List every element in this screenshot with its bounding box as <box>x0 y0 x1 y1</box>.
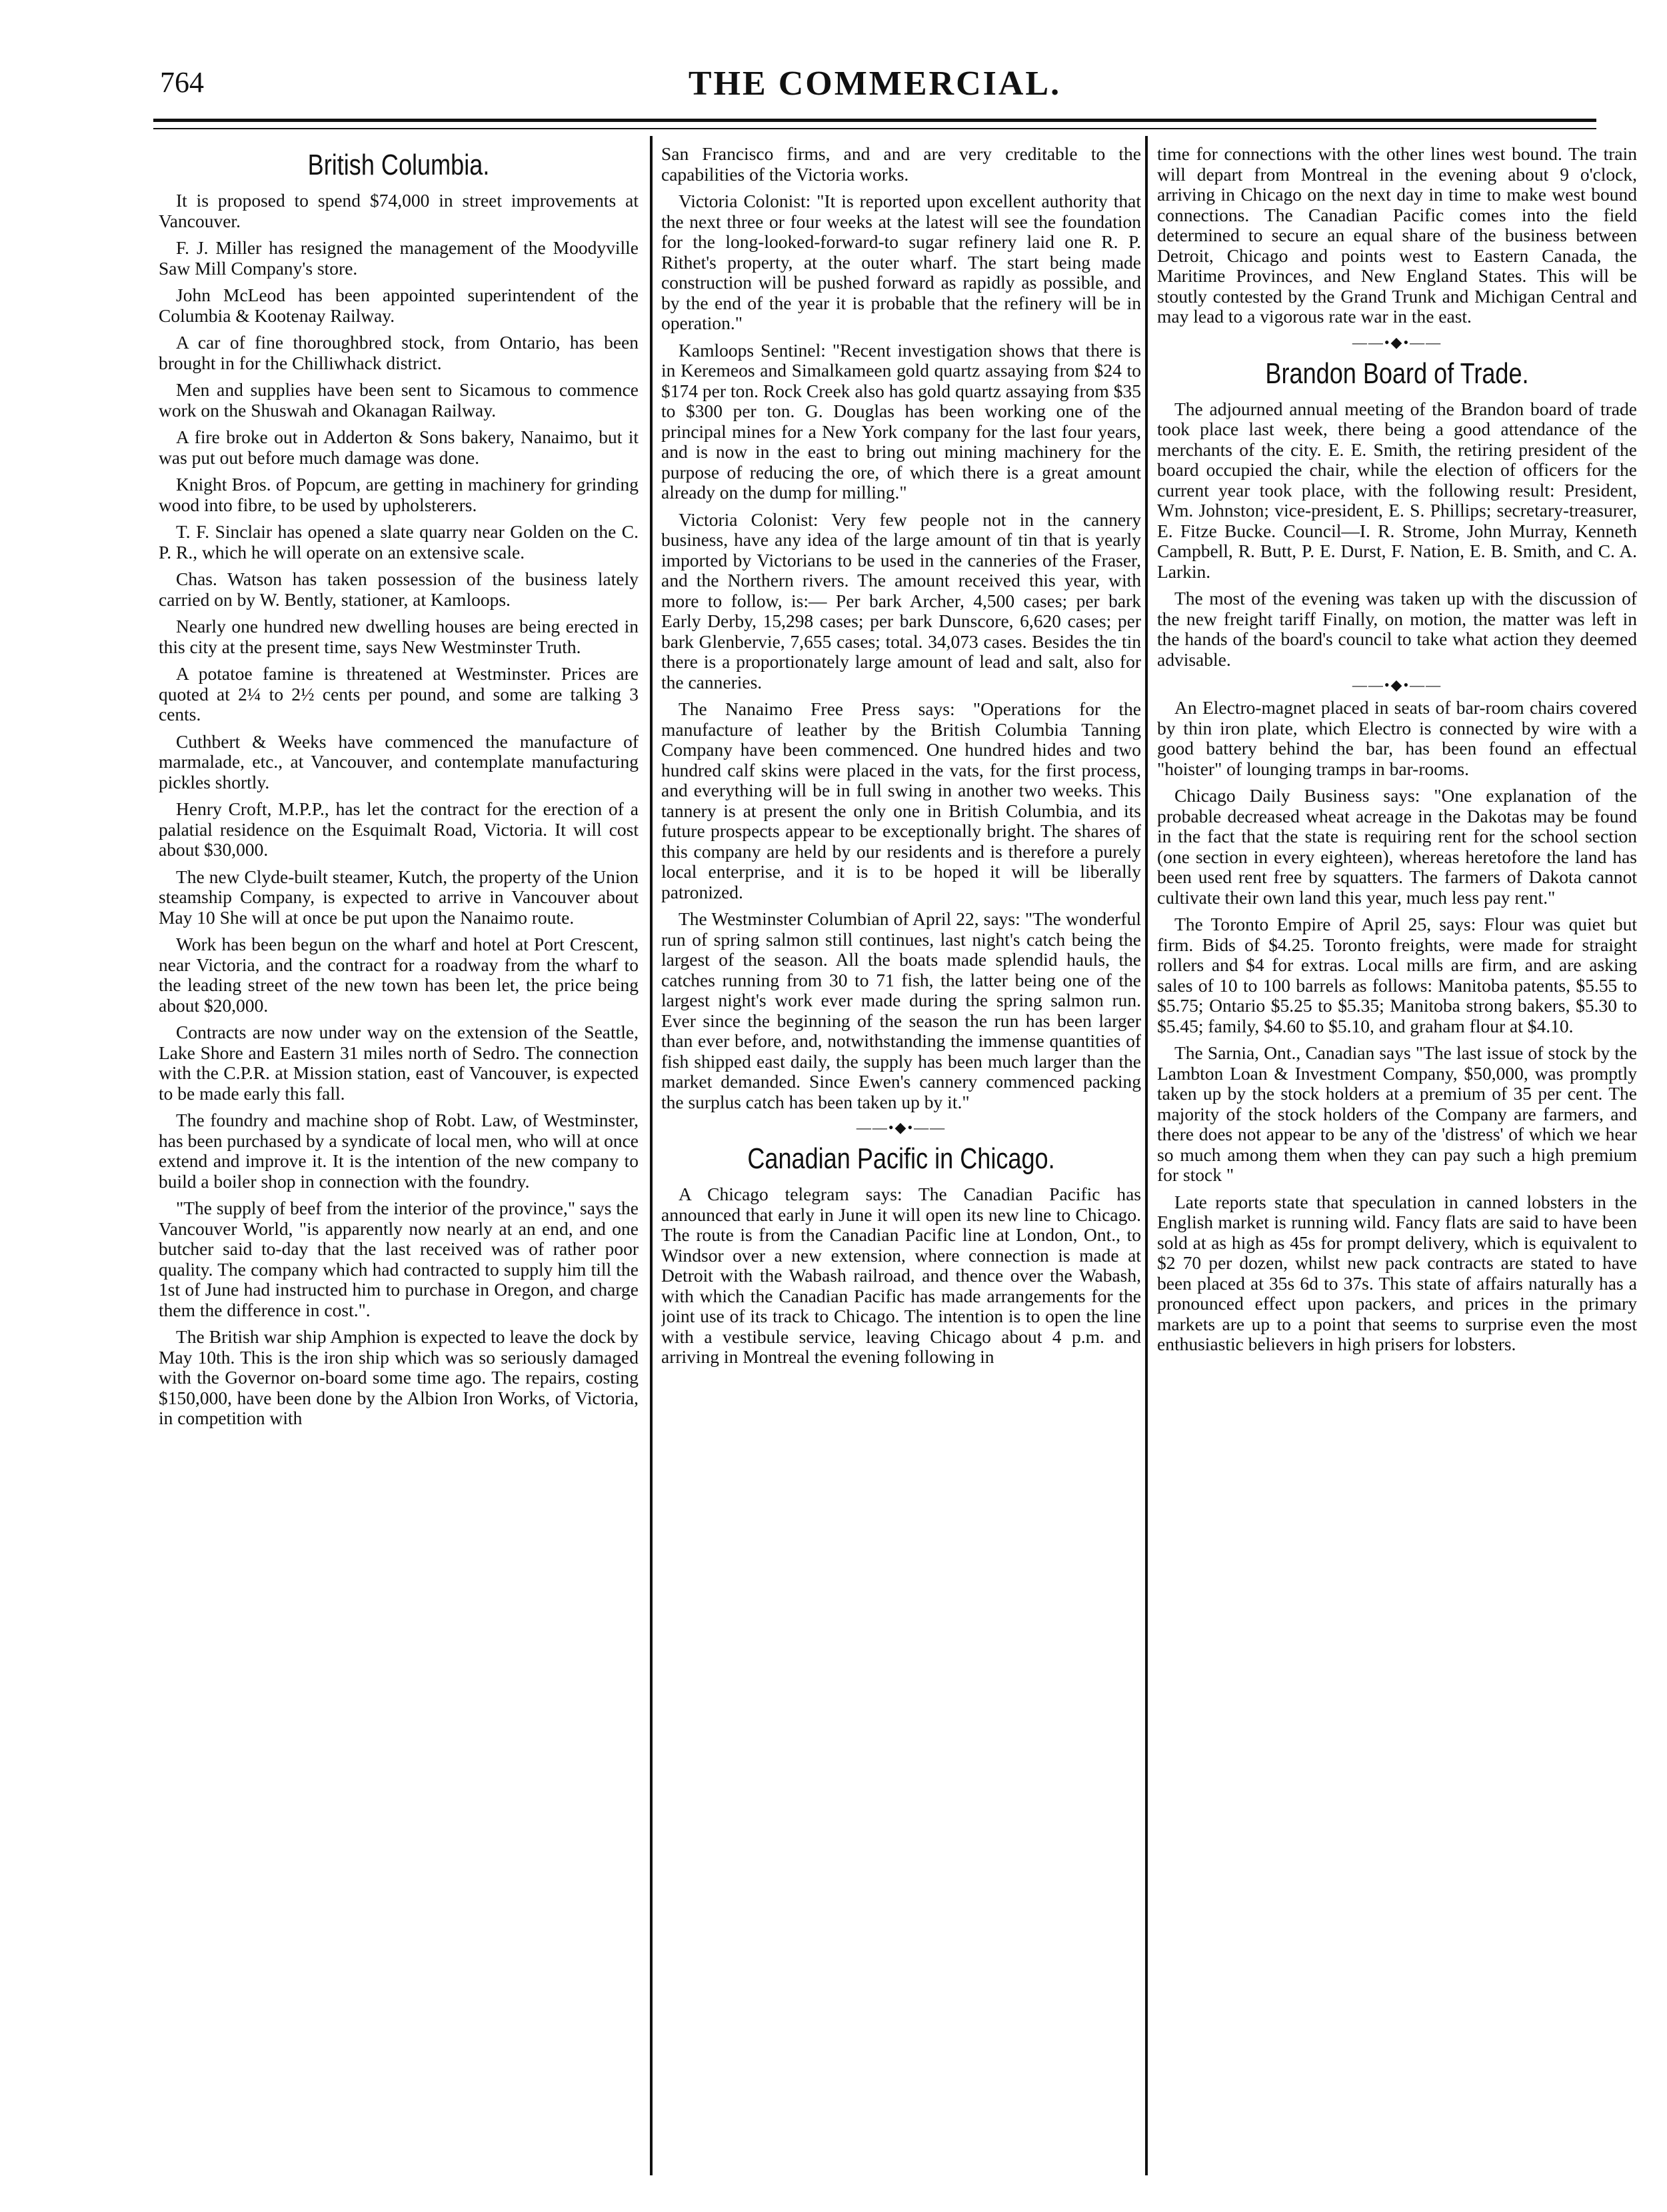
column-divider-left <box>650 136 653 2175</box>
news-item: A car of fine thoroughbred stock, from Ontario, has been brought in for the Chilliwhack district. <box>159 332 639 373</box>
column-middle <box>661 144 1141 2177</box>
column-right <box>1157 144 1637 2177</box>
news-item: Nearly one hundred new dwelling houses are being erected in this city at the present time, says New Westminster Truth. <box>159 616 639 657</box>
news-item: Victoria Colonist: "It is reported upon excellent authority that the next three or four weeks at the latest will see the foundation for the long-looked-forward-to sugar refinery laid one R. P. Rithet's property, at the outer wharf. The start being made construction will be pushed forward as rapidly as possible, and by the end of the year it is probable that the refinery will be in operation." <box>661 191 1141 333</box>
section-heading-brandon-board: Brandon Board of Trade. <box>1265 357 1529 390</box>
section-ornament: ——•◆•—— <box>1352 333 1442 351</box>
news-item: John McLeod has been appointed superintendent of the Columbia & Kootenay Railway. <box>159 285 639 326</box>
news-item: "The supply of beef from the interior of the province," says the Vancouver World, "is apparently now nearly at an end, and one butcher said to-day that the last received was of rather poor quality. The company which had contracted to supply him till the 1st of June had instructed him to purchase in Oregon, and charge them the difference in cost.". <box>159 1198 639 1320</box>
section-heading-british-columbia: British Columbia. <box>307 149 490 181</box>
news-item: An Electro-magnet placed in seats of bar-room chairs covered by thin iron plate, which Electro is connected by wire with a good battery behind the bar, has been found an effectual "hoister" of lounging tramps in bar-rooms. <box>1157 697 1637 779</box>
journal-title: THE COMMERCIAL. <box>688 65 1062 103</box>
news-item: Chicago Daily Business says: "One explanation of the probable decreased wheat acreage in the Dakotas may be found in the fact that the state is requiring rent for the school section (one section in every eighteen), whereas heretofore the land has been used rent free by squatters. The farmers of Dakota cannot cultivate their own land this year, much less pay rent." <box>1157 785 1637 908</box>
column-divider-right <box>1145 136 1148 2175</box>
column-british-columbia <box>159 144 639 2177</box>
news-item: Knight Bros. of Popcum, are getting in machinery for grinding wood into fibre, to be used by upholsterers. <box>159 474 639 515</box>
news-item: The new Clyde-built steamer, Kutch, the property of the Union steamship Company, is expected to arrive in Vancouver about May 10 She will at once be put upon the Nanaimo route. <box>159 866 639 928</box>
masthead <box>153 64 1596 111</box>
news-item: The Nanaimo Free Press says: "Operations for the manufacture of leather by the British Columbia Tanning Company have been commenced. One hundred hides and two hundred calf skins were placed in the vats, for the first process, and everything will be in full swing in another two weeks. This tannery is at present the only one in British Columbia, and its future prospects appear to be exceptionally bright. The shares of this company are held by our residents and is therefore a purely local enterprise, and it is to be hoped it will be liberally patronized. <box>661 698 1141 902</box>
masthead-rule-thick <box>153 119 1596 122</box>
news-item: The Sarnia, Ont., Canadian says "The last issue of stock by the Lambton Loan & Investment Company, $50,000, was promptly taken up by the stock holders at a premium of 35 per cent. The majority of the stock holders of the Company are farmers, and there does not appear to be any of the 'distress' of which we hear so much among them when they can pay such a high premium for stock " <box>1157 1042 1637 1185</box>
news-item: The foundry and machine shop of Robt. Law, of Westminster, has been purchased by a syndicate of local men, who will at once extend and improve it. It is the intention of the new company to build a boiler shop in connection with the foundry. <box>159 1110 639 1192</box>
news-item: Contracts are now under way on the extension of the Seattle, Lake Shore and Eastern 31 miles north of Sedro. The connection with the C.P.R. at Mission station, east of Vancouver, is expected to be made early this fall. <box>159 1022 639 1104</box>
news-item: San Francisco firms, and and are very creditable to the capabilities of the Victoria works. <box>661 144 1141 185</box>
news-item: Work has been begun on the wharf and hotel at Port Crescent, near Victoria, and the contract for a roadway from the wharf to the leading street of the new town has been let, the price being about $20,000. <box>159 934 639 1016</box>
section-ornament: ——•◆•—— <box>1352 676 1442 693</box>
news-item: Henry Croft, M.P.P., has let the contract for the erection of a palatial residence on the Esquimalt Road, Victoria. It will cost about $30,000. <box>159 798 639 860</box>
news-item: A fire broke out in Adderton & Sons bakery, Nanaimo, but it was put out before much damage was done. <box>159 427 639 468</box>
news-item: A Chicago telegram says: The Canadian Pacific has announced that early in June it will open its new line to Chicago. The route is from the Canadian Pacific line at London, Ont., to Windsor over a new extension, where connection is made at Detroit with the Wabash railroad, and thence over the Wabash, with which the Canadian Pacific has made arrangements for the joint use of its track to Chicago. The intention is to open the line with a vestibule service, leaving Chicago about 4 p.m. and arriving in Montreal the evening following in <box>661 1184 1141 1367</box>
news-item: The adjourned annual meeting of the Brandon board of trade took place last week, there being a good attendance of the merchants of the city. E. E. Smith, the retiring president of the board occupied the chair, while the election of officers for the current year took place, with the following result: President, Wm. Johnston; vice-president, E. S. Phillips; secretary-treasurer, E. Fitze Bucke. Council—I. R. Strome, John Murray, Kenneth Campbell, R. Butt, P. E. Durst, F. Nation, E. B. Smith, and C. A. Larkin. <box>1157 398 1637 582</box>
news-item: Men and supplies have been sent to Sicamous to commence work on the Shuswah and Okanagan Railway. <box>159 379 639 421</box>
news-item: The most of the evening was taken up with the discussion of the new freight tariff Finally, on motion, the matter was left in the hands of the board's council to take what action they deemed advisable. <box>1157 588 1637 670</box>
news-item: T. F. Sinclair has opened a slate quarry near Golden on the C. P. R., which he will operate on an extensive scale. <box>159 521 639 562</box>
news-item: time for connections with the other lines west bound. The train will depart from Montreal in the evening about 9 o'clock, arriving in Chicago on the next day in time to make west bound connections. The Canadian Pacific comes into the field determined to secure an equal share of the business between Detroit, Chicago and points west to Eastern Canada, the Maritime Provinces, and New England States. This will be stoutly contested by the Grand Trunk and Michigan Central and may lead to a vigorous rate war in the east. <box>1157 144 1637 327</box>
news-item: Late reports state that speculation in canned lobsters in the English market is running wild. Fancy flats are said to have been sold at as high as 45s for prompt delivery, which is equivalent to $2 70 per dozen, whilst new pack contracts are stated to have been placed at 35s 6d to 37s. This state of affairs naturally has a pronounced effect upon packers, and prices in the primary markets are up to a point that seems to surprise even the most enthusiastic believers in high prisers for lobsters. <box>1157 1191 1637 1354</box>
news-item: Victoria Colonist: Very few people not in the cannery business, have any idea of the large amount of tin that is yearly imported by Victorians to be used in the canneries of the Fraser, and the Northern rivers. The amount received this year, with more to follow, is:— Per bark Archer, 4,500 cases; per bark Early Derby, 15,298 cases; per bark Dunscore, 6,620 cases; per bark Glenbervie, 7,655 cases; total. 34,073 cases. Besides the tin there is a proportionately large amount of lead and salt, also for the canneries. <box>661 509 1141 692</box>
news-item: F. J. Miller has resigned the management of the Moodyville Saw Mill Company's store. <box>159 237 639 279</box>
section-ornament: ——•◆•—— <box>856 1119 946 1136</box>
news-item: A potatoe famine is threatened at Westminster. Prices are quoted at 2¼ to 2½ cents per pound, and some are talking 3 cents. <box>159 663 639 724</box>
news-item: It is proposed to spend $74,000 in street improvements at Vancouver. <box>159 190 639 231</box>
news-item: Kamloops Sentinel: "Recent investigation shows that there is in Keremeos and Simalkameen gold quartz assaying from $24 to $174 per ton. Rock Creek also has gold quartz assaying from $35 to $300 per ton. G. Douglas has been working one of the principal mines for a New York company for the last four years, and is now in the east to bring out mining machinery for the purpose of reducing the ore, of which there is a great amount already on the dump for milling." <box>661 339 1141 503</box>
news-item: The British war ship Amphion is expected to leave the dock by May 10th. This is the iron ship which was so seriously damaged with the Governor on-board some time ago. The repairs, costing $150,000, have been done by the Albion Iron Works, of Victoria, in competition with <box>159 1326 639 1428</box>
news-item: The Toronto Empire of April 25, says: Flour was quiet but firm. Bids of $4.25. Toronto freights, were made for straight rollers and $4 for extras. Local mills are firm, and are asking sales of 10 to 100 barrels as follows: Manitoba patents, $5.55 to $5.75; Ontario $5.25 to $5.35; Manitoba strong bakers, $5.30 to $5.45; family, $4.60 to $5.10, and graham flour at $4.10. <box>1157 914 1637 1036</box>
section-heading-canadian-pacific: Canadian Pacific in Chicago. <box>747 1142 1055 1175</box>
news-item: The Westminster Columbian of April 22, says: "The wonderful run of spring salmon still continues, last night's catch being the largest of the season. All the boats made splendid hauls, the catches running from 30 to 71 fish, the latter being one of the largest night's work ever made during the spring salmon run. Ever since the beginning of the season the run has been larger than ever before, and, notwithstanding the immense quantities of fish shipped east daily, the supply has been much larger than the market demanded. Since Ewen's cannery commenced packing the surplus catch has been taken up by it." <box>661 908 1141 1112</box>
page-number: 764 <box>160 66 204 99</box>
news-item: Cuthbert & Weeks have commenced the manufacture of marmalade, etc., at Vancouver, and contemplate manufacturing pickles shortly. <box>159 730 639 792</box>
news-item: Chas. Watson has taken possession of the business lately carried on by W. Bently, stationer, at Kamloops. <box>159 568 639 610</box>
masthead-rule-thin <box>153 128 1596 129</box>
